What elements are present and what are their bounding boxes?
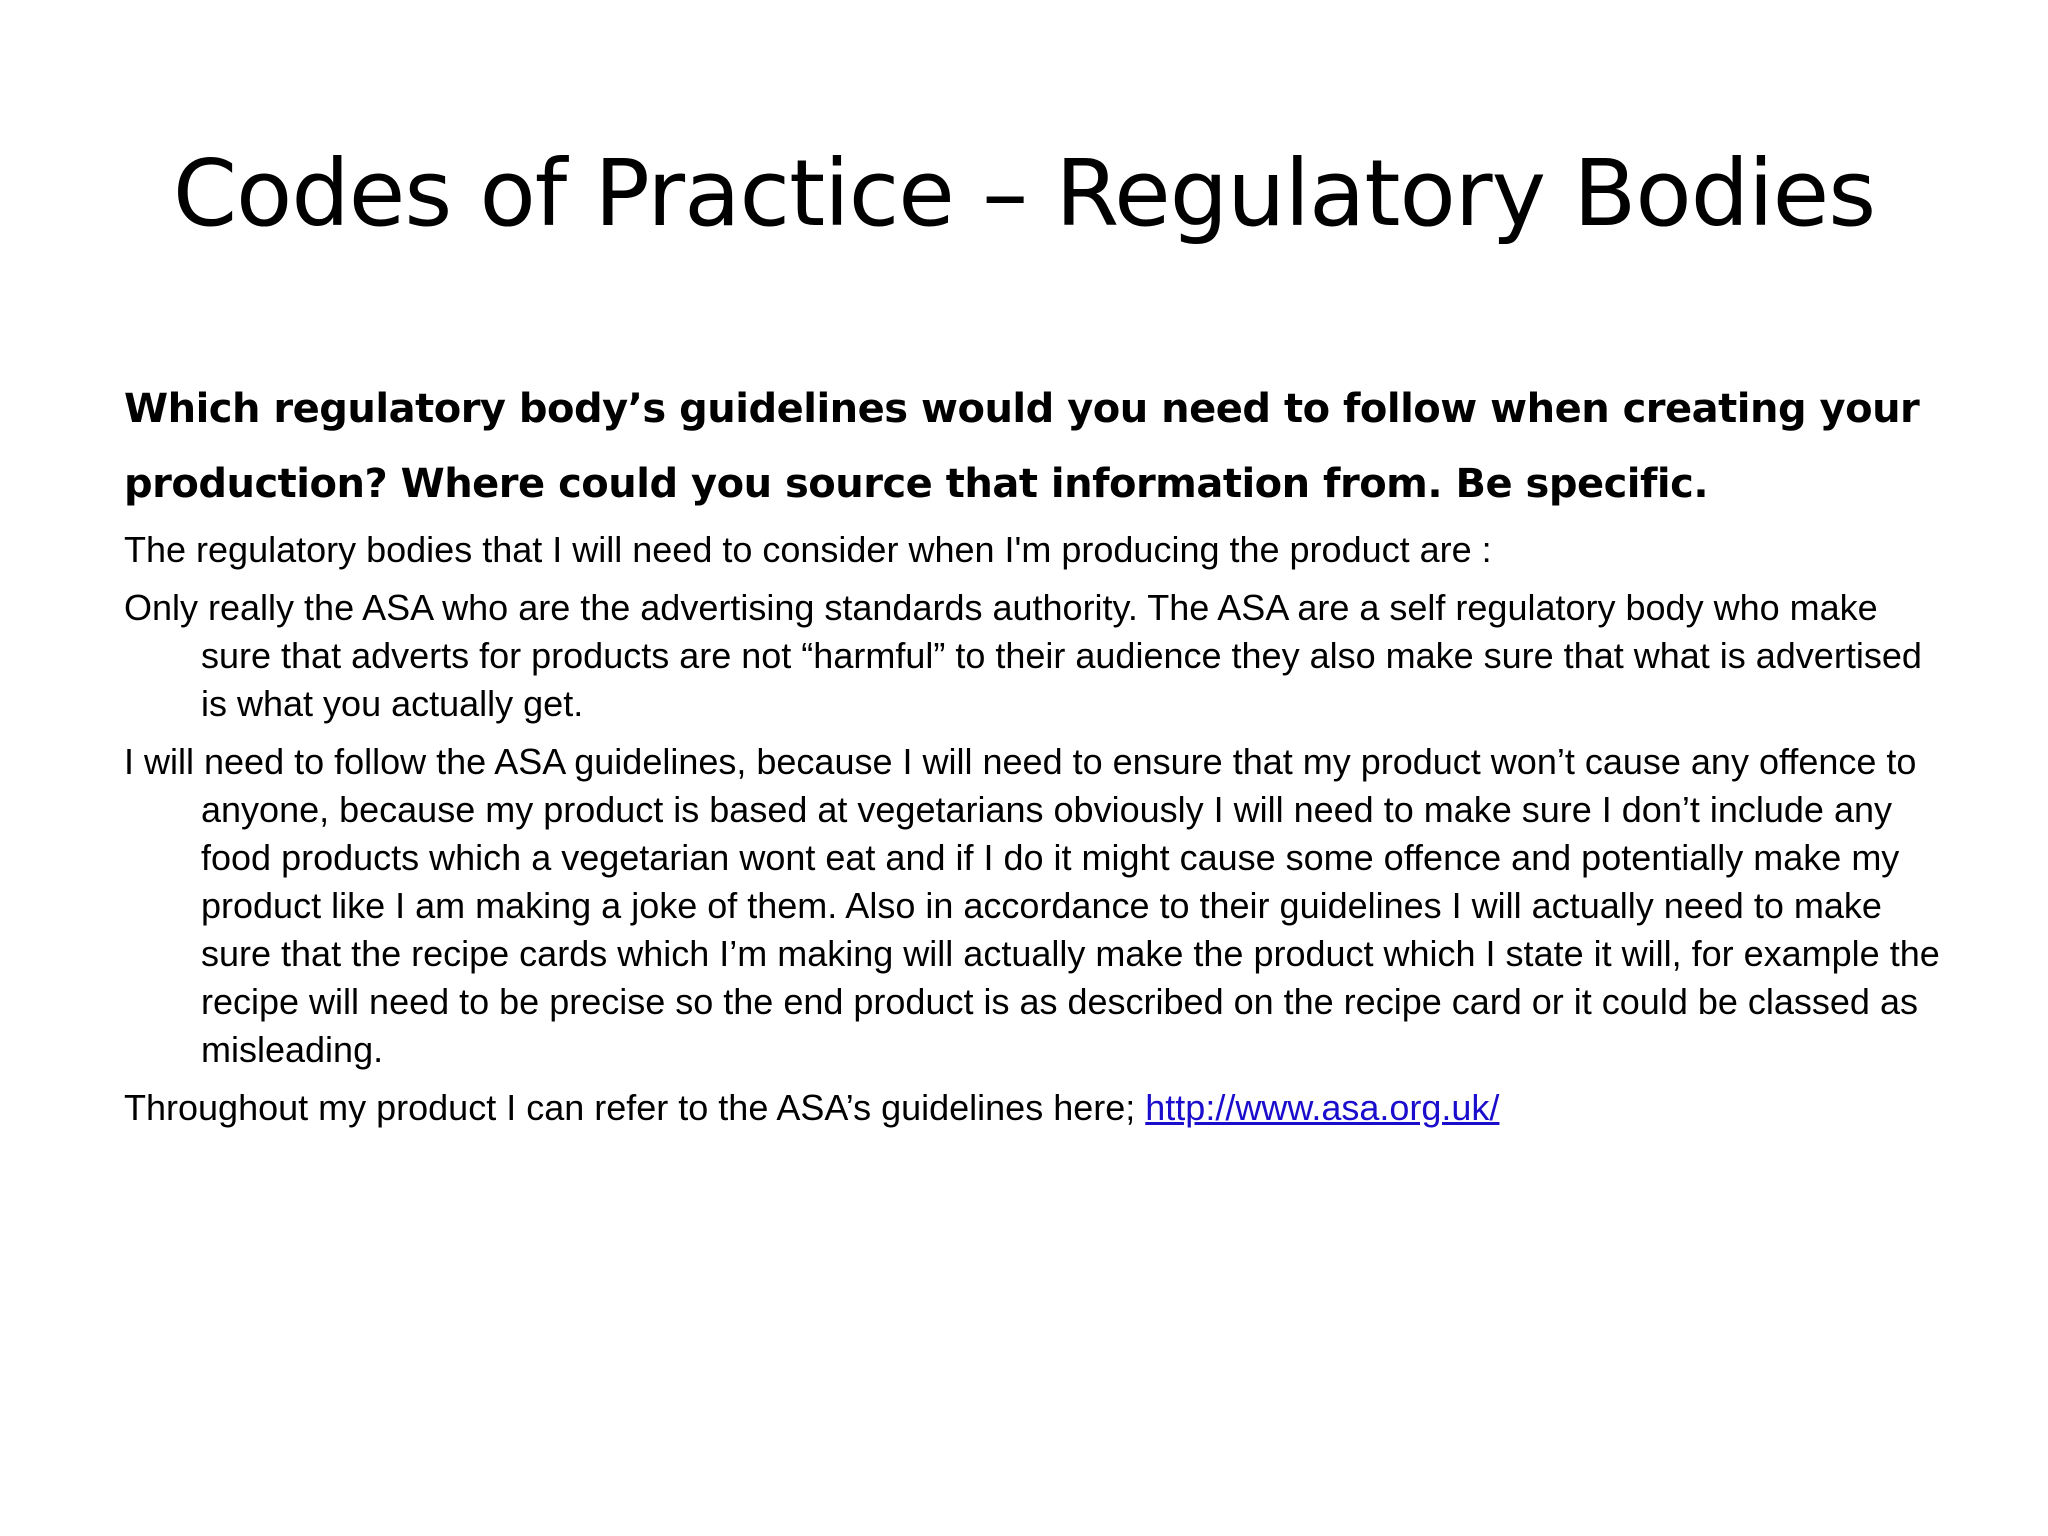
- question-heading: Which regulatory body’s guidelines would you need to follow when creating your production? Where could you source that information from. Be specific.: [124, 386, 1920, 507]
- paragraph-intro: The regulatory bodies that I will need to consider when I'm producing the product are :: [124, 529, 1492, 570]
- asa-link[interactable]: http://www.asa.org.uk/: [1145, 1087, 1500, 1128]
- paragraph-asa-guidelines: I will need to follow the ASA guidelines, because I will need to ensure that my product won’t cause any offence to anyone, because my product is based at vegetarians obviously I will need to make sure I don’t include any food products which a vegetarian wont eat and if I do it might cause some offence and potentially make my product like I am making a joke of them. Also in accordance to their guidelines I will actually need to make sure that the recipe cards which I’m making will actually make the product which I state it will, for example the recipe will need to be precise so the end product is as described on the recipe card or it could be classed as misleading.: [124, 741, 1940, 1070]
- paragraph-closing: [124, 1084, 1954, 1132]
- paragraph-asa-description: Only really the ASA who are the advertising standards authority. The ASA are a self regulatory body who make sure that adverts for products are not “harmful” to their audience they also make sure that what is advertised is what you actually get.: [124, 587, 1922, 724]
- slide-body: [124, 372, 1954, 1142]
- slide-title: Codes of Practice – Regulatory Bodies: [172, 140, 1876, 247]
- closing-text: Throughout my product I can refer to the ASA’s guidelines here;: [124, 1087, 1146, 1128]
